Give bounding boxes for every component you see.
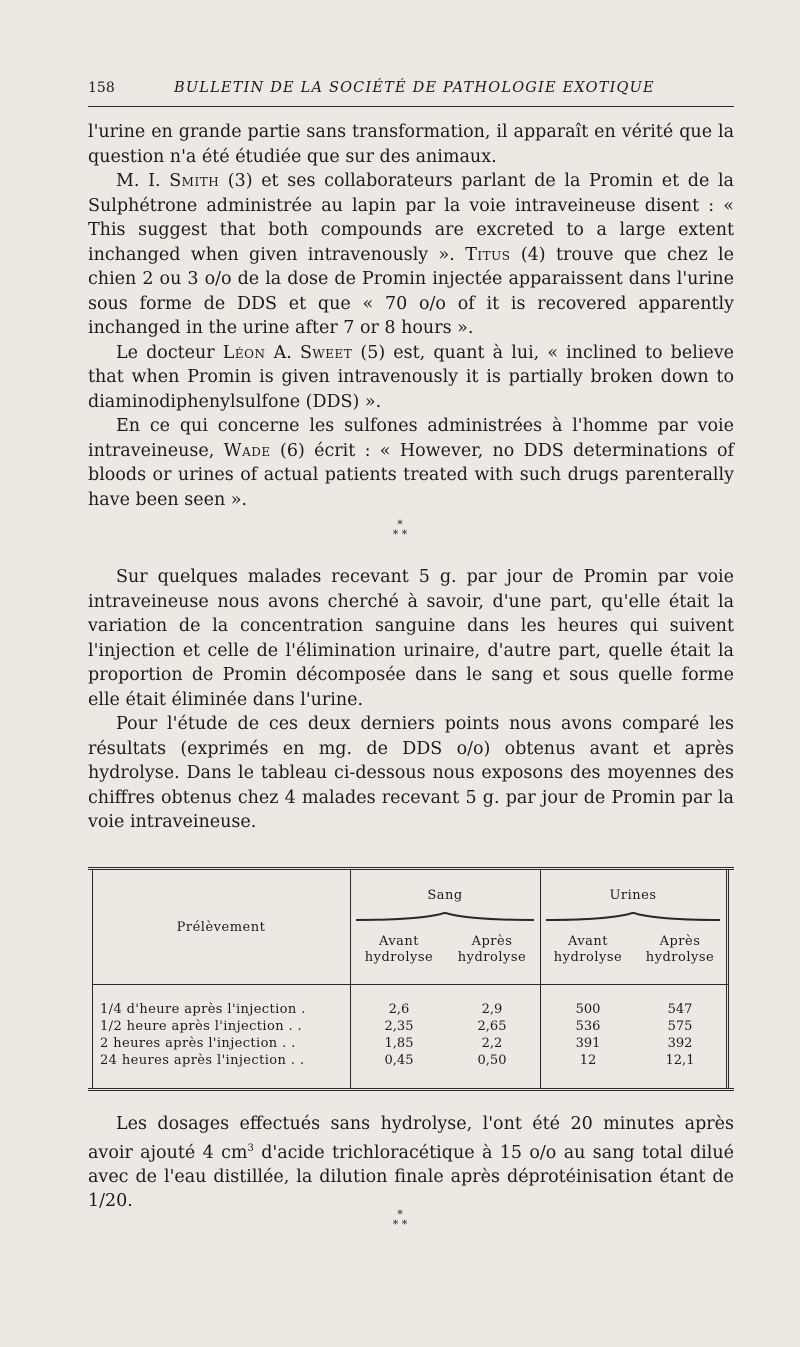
paragraph bbox=[88, 1112, 734, 1214]
table-cell: 392 bbox=[667, 1036, 693, 1051]
subheader-sang-apres bbox=[446, 934, 538, 966]
brace-urines bbox=[546, 912, 720, 922]
row-label: 1/4 d'heure après l'injection . bbox=[100, 1002, 306, 1017]
table-border-right bbox=[726, 870, 729, 1088]
table-cell: 536 bbox=[575, 1019, 601, 1034]
group-header-sang: Sang bbox=[427, 888, 463, 903]
table-cell: 547 bbox=[667, 1002, 693, 1017]
body-text-section-3 bbox=[88, 1112, 734, 1214]
table-cell: 0,45 bbox=[384, 1053, 414, 1068]
subheader-urines-apres bbox=[634, 934, 726, 966]
author-name: Léon bbox=[222, 342, 266, 363]
author-name: Sweet bbox=[299, 342, 353, 363]
section-separator-1: * * * bbox=[392, 518, 408, 541]
table-cell: 575 bbox=[667, 1019, 693, 1034]
paragraph bbox=[88, 341, 734, 415]
paragraph: Pour l'étude de ces deux derniers points nous avons comparé les résultats (exprimés en mg. de DDS o/o) obtenus avant et après hydrolyse. Dans le tableau ci-dessous nous exposons des moyennes des chiffres obtenus chez 4 malades recevant 5 g. par jour de Promin par la voie intraveineuse. bbox=[88, 714, 734, 832]
text-run: En ce qui concerne les sulfones administrées à l'homme par voie intraveineuse, bbox=[88, 416, 734, 461]
paragraph bbox=[88, 414, 734, 512]
paragraph: Sur quelques malades recevant 5 g. par jour de Promin par voie intraveineuse nous avons cherché à savoir, d'une part, qu'elle était la variation de la concentration sanguine dans les heures qui suivent l'injection et celle de l'élimination urinaire, d'autre part, quelle était la proportion de Promin décomposée dans le sang et sous quelle forme elle était éliminée dans l'urine. bbox=[88, 567, 734, 710]
text-run: Le docteur bbox=[116, 342, 223, 363]
table-cell: 0,50 bbox=[477, 1053, 507, 1068]
subheader-line: hydrolyse bbox=[457, 950, 527, 965]
subheader-sang-avant bbox=[354, 934, 444, 966]
row-label: 2 heures après l'injection . . bbox=[100, 1036, 296, 1051]
page-number: 158 bbox=[88, 80, 115, 96]
text-run: (3) et ses collaborateurs parlant de la Promin et de la Sulphétrone administrée au lapin par la voie intraveineuse disent : « This suggest that both compounds are excreted to a large extent inchanged when given intravenously ». bbox=[88, 171, 734, 265]
table-cell: 2,65 bbox=[477, 1019, 507, 1034]
header-rule bbox=[92, 984, 728, 985]
body-text-section-2 bbox=[88, 565, 734, 835]
subheader-urines-avant bbox=[544, 934, 632, 966]
text-run: Les dosages effectués sans hydrolyse, l'ont été 20 minutes après avoir ajouté 4 cm bbox=[88, 1114, 734, 1163]
author-name: Wade bbox=[223, 440, 271, 461]
table-cell: 2,2 bbox=[481, 1036, 503, 1051]
table-cell: 391 bbox=[575, 1036, 601, 1051]
author-name: Titus bbox=[465, 244, 511, 265]
body-text-section-1 bbox=[88, 120, 734, 512]
subheader-line: Avant bbox=[378, 934, 420, 949]
text-run: d'acide trichloracétique à 15 o/o au sang total dilué avec de l'eau distillée, la dilution finale après déprotéinisation étant de 1/20. bbox=[88, 1142, 735, 1212]
table-cell: 1,85 bbox=[384, 1036, 414, 1051]
column-header-prelevement: Prélèvement bbox=[176, 920, 266, 935]
paragraph bbox=[88, 120, 734, 169]
paragraph bbox=[88, 169, 734, 341]
author-name: Smith bbox=[169, 171, 220, 191]
subheader-line: hydrolyse bbox=[645, 950, 715, 965]
table-cell: 500 bbox=[575, 1002, 601, 1017]
row-label: 24 heures après l'injection . . bbox=[100, 1053, 305, 1068]
subheader-line: Avant bbox=[567, 934, 609, 949]
text-run: (6) écrit : « However, no DDS determinations of bloods or urines of actual patients treated with such drugs parenterally have been seen ». bbox=[88, 440, 734, 510]
table-cell: 2,9 bbox=[481, 1002, 503, 1017]
text-run: A. bbox=[265, 342, 300, 363]
text-run: (4) trouve que chez le chien 2 ou 3 o/o de la dose de Promin injectée apparaissent dans l'urine sous forme de DDS et que « 70 o/o of it is recovered apparently inchanged in the urine after 7 or 8 hours ». bbox=[88, 244, 734, 338]
running-header bbox=[88, 80, 734, 107]
subheader-line: hydrolyse bbox=[364, 950, 434, 965]
text-run: 3 bbox=[247, 1142, 254, 1154]
row-label: 1/2 heure après l'injection . . bbox=[100, 1019, 303, 1034]
results-table bbox=[88, 867, 734, 1091]
text-run: l'urine en grande partie sans transformation, il apparaît en vérité que la question n'a été étudiée que sur des animaux. bbox=[88, 122, 734, 167]
text-run: (5) est, quant à lui, « inclined to believe that when Promin is given intravenously it is partially broken down to diaminodiphenylsulfone (DDS) ». bbox=[88, 342, 735, 412]
table-cell: 12 bbox=[579, 1053, 597, 1068]
section-separator-2: * * * bbox=[392, 1208, 408, 1231]
table-cell: 12,1 bbox=[665, 1053, 695, 1068]
running-title: BULLETIN DE LA SOCIÉTÉ DE PATHOLOGIE EXOTIQUE bbox=[174, 80, 655, 96]
subheader-line: Après bbox=[659, 934, 701, 949]
table-border-left bbox=[92, 870, 93, 1088]
table-cell: 2,6 bbox=[388, 1002, 410, 1017]
subheader-line: Après bbox=[471, 934, 513, 949]
text-run: M. I. bbox=[116, 171, 170, 191]
brace-sang bbox=[356, 912, 534, 922]
subheader-line: hydrolyse bbox=[553, 950, 623, 965]
group-header-urines: Urines bbox=[609, 888, 657, 903]
table-cell: 2,35 bbox=[384, 1019, 414, 1034]
